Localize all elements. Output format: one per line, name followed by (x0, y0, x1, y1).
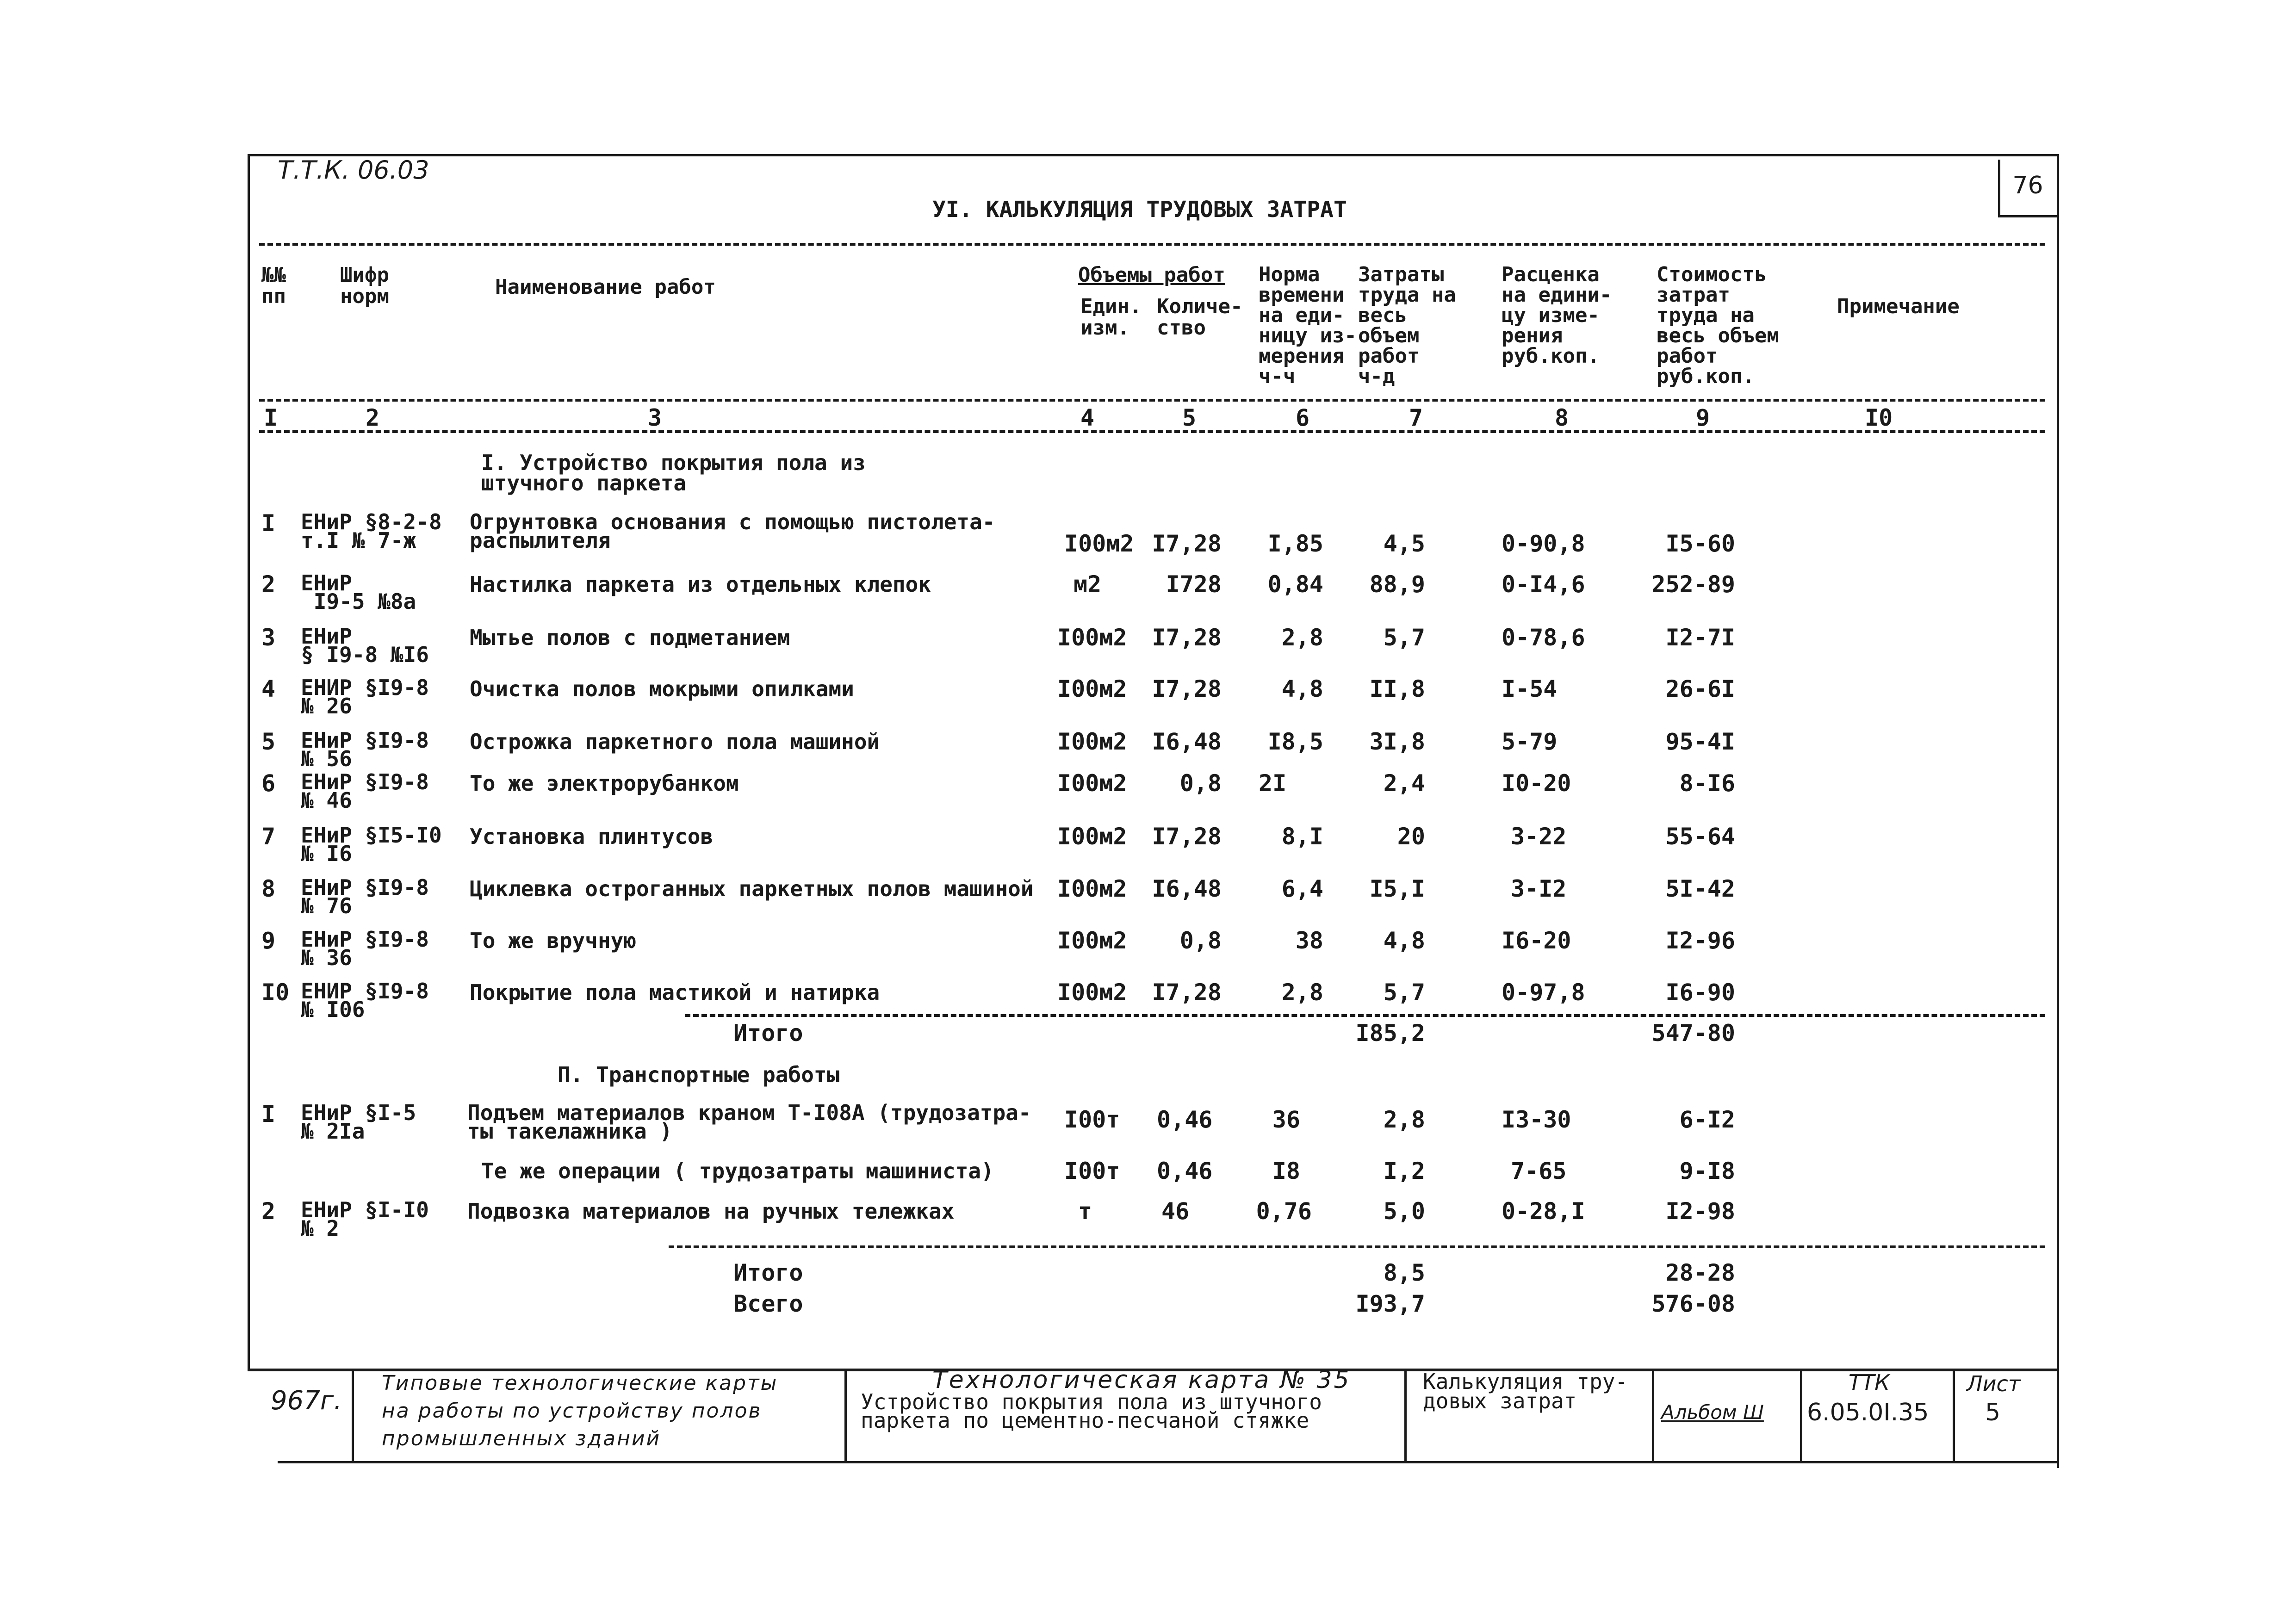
row-rate: 0-I4,6 (1502, 571, 1585, 598)
row-qty: 0,8 (1179, 927, 1222, 954)
row-unit: I00м2 (1057, 624, 1127, 651)
stamp-divider (1953, 1369, 1955, 1461)
row-labor: 5,7 (1383, 979, 1425, 1006)
row-rate: I3-30 (1502, 1106, 1571, 1133)
stamp-year: 967г. (271, 1386, 342, 1416)
col-number: 3 (648, 404, 662, 431)
row-name: Острожка паркетного пола машиной (470, 729, 880, 754)
row-code: ЕНиР §I-5 № 2Iа (301, 1100, 416, 1144)
col-number: I0 (1865, 404, 1893, 431)
row-num: 2 (261, 1198, 276, 1225)
col-number: 4 (1080, 404, 1095, 431)
row-code: ЕНИР §I9-8 № I06 (301, 979, 429, 1022)
row-code: ЕНиР §I9-8 № 56 (301, 728, 429, 771)
row-code: ЕНиР §I5-I0 № I6 (301, 823, 442, 866)
row-norm: 4,8 (1281, 675, 1323, 702)
row-code: ЕНиР §I9-8 № 76 (301, 875, 429, 918)
row-qty: I6,48 (1152, 875, 1222, 902)
subtotal-1-cost: 547-80 (1651, 1020, 1735, 1047)
row-labor: I5,I (1369, 875, 1425, 902)
row-cost: 252-89 (1651, 571, 1735, 598)
col-number: 2 (366, 404, 380, 431)
row-rate: 7-65 (1511, 1158, 1567, 1184)
row-norm: 6,4 (1281, 875, 1323, 902)
row-rate: 3-22 (1511, 823, 1567, 850)
row-rate: 0-97,8 (1502, 979, 1585, 1006)
row-norm: 8,I (1281, 823, 1323, 850)
row-unit: I00т (1064, 1158, 1120, 1184)
col-header-code: Шифр норм (340, 263, 389, 308)
row-unit: I00м2 (1057, 823, 1127, 850)
col-number: I (264, 404, 278, 431)
stamp-divider (1652, 1369, 1654, 1461)
col-header-labor: Затраты труда на весь объем работ ч-д (1358, 263, 1456, 388)
row-cost: 95-4I (1665, 728, 1735, 755)
row-cost: 9-I8 (1679, 1158, 1735, 1184)
subtotal-2-rule (669, 1245, 2045, 1248)
row-qty: 0,8 (1179, 770, 1222, 797)
row-rate: I0-20 (1502, 770, 1571, 797)
row-name: Настилка паркета из отдельных клепок (470, 572, 931, 597)
col-header-cost: Стоимость затрат труда на весь объем работ руб.коп. (1657, 263, 1779, 388)
page-title: УI. КАЛЬКУЛЯЦИЯ ТРУДОВЫХ ЗАТРАТ (932, 197, 1347, 223)
col-header-name: Наименование работ (495, 275, 716, 299)
row-qty: 46 (1161, 1198, 1190, 1225)
stamp-bottom-rule (278, 1461, 2059, 1463)
row-rate: 3-I2 (1511, 875, 1567, 902)
row-labor: I,2 (1383, 1158, 1425, 1184)
row-labor: 2,4 (1383, 770, 1425, 797)
col-number: 9 (1696, 404, 1710, 431)
row-unit: I00м2 (1064, 530, 1134, 557)
row-name: То же электрорубанком (470, 771, 739, 796)
grand-total-cost: 576-08 (1651, 1290, 1735, 1317)
row-norm: 0,76 (1256, 1198, 1312, 1225)
row-code: ЕНиР §I9-8 № 46 (301, 769, 429, 813)
row-norm: 0,84 (1267, 571, 1323, 598)
section-2-title: П. Транспортные работы (558, 1062, 840, 1087)
row-cost: I2-96 (1665, 927, 1735, 954)
row-num: 7 (261, 823, 276, 850)
stamp-ttk-label: ТТК (1849, 1370, 1890, 1395)
row-code: ЕНиР §8-2-8 т.I № 7-ж (301, 509, 442, 553)
col-header-norm: Норма времени на еди- ницу из- мерения ч-ч (1259, 263, 1357, 388)
row-num: 6 (261, 770, 276, 797)
stamp-sheet-desc: Калькуляция тру- довых затрат (1423, 1369, 1628, 1413)
row-rate: 0-28,I (1502, 1198, 1585, 1225)
row-norm: I8 (1272, 1158, 1300, 1184)
stamp-sheet-label: Лист (1967, 1371, 2021, 1396)
row-name: Очистка полов мокрыми опилками (470, 676, 854, 701)
row-cost: I2-7I (1665, 624, 1735, 651)
subtotal-2-label: Итого (733, 1259, 803, 1286)
row-qty: I7,28 (1152, 530, 1222, 557)
colnum-top-rule (259, 399, 2045, 402)
frame-top (248, 154, 2059, 156)
row-qty: I728 (1166, 571, 1222, 598)
subtotal-2-labor: 8,5 (1383, 1259, 1425, 1286)
row-labor: 20 (1397, 823, 1425, 850)
stamp-sheet-number: 5 (1985, 1399, 2001, 1426)
stamp-divider (352, 1369, 354, 1461)
row-qty: 0,46 (1157, 1106, 1213, 1133)
row-rate: 0-78,6 (1502, 624, 1585, 651)
row-labor: 3I,8 (1369, 728, 1425, 755)
row-labor: 2,8 (1383, 1106, 1425, 1133)
row-num: 3 (261, 624, 276, 651)
row-qty: I6,48 (1152, 728, 1222, 755)
subtotal-1-rule (685, 1014, 2045, 1017)
row-unit: I00м2 (1057, 927, 1127, 954)
col-header-volumes: Объемы работ (1078, 263, 1225, 287)
col-number: 5 (1182, 404, 1197, 431)
row-cost: 5I-42 (1665, 875, 1735, 902)
stamp-divider (1800, 1369, 1802, 1461)
row-num: 8 (261, 875, 276, 902)
col-number: 6 (1296, 404, 1310, 431)
row-unit: I00м2 (1057, 675, 1127, 702)
row-norm: 36 (1272, 1106, 1300, 1133)
subtotal-2-cost: 28-28 (1665, 1259, 1735, 1286)
row-code: ЕНиР §I9-8 № 36 (301, 927, 429, 970)
row-code: ЕНиР I9-5 №8а (301, 570, 416, 614)
grand-total-labor: I93,7 (1355, 1290, 1425, 1317)
row-norm: 38 (1295, 927, 1323, 954)
col-header-num: №№ пп (261, 263, 286, 308)
row-cost: I5-60 (1665, 530, 1735, 557)
row-cost: 8-I6 (1679, 770, 1735, 797)
row-name: Установка плинтусов (470, 824, 714, 849)
row-num: 4 (261, 675, 276, 702)
stamp-map-title: Технологическая карта № 35 (932, 1366, 1351, 1394)
section-1-title: I. Устройство покрытия пола из штучного паркета (481, 450, 866, 496)
row-norm: I,85 (1267, 530, 1323, 557)
row-num: 2 (261, 571, 276, 598)
row-unit: м2 (1074, 571, 1102, 598)
row-name: Покрытие пола мастикой и натирка (470, 980, 880, 1005)
stamp-map-desc: Устройство покрытия пола из штучного паркета по цементно-песчаной стяжке (861, 1389, 1322, 1433)
row-code: ЕНиР § I9-8 №I6 (301, 624, 429, 667)
row-qty: I7,28 (1152, 675, 1222, 702)
row-unit: I00м2 (1057, 875, 1127, 902)
stamp-divider (1404, 1369, 1407, 1461)
row-qty: 0,46 (1157, 1158, 1213, 1184)
row-cost: I2-98 (1665, 1198, 1735, 1225)
row-name: Подъем материалов краном Т-I08А (трудозатра- ты такелажника ) (467, 1100, 1031, 1144)
row-norm: 2,8 (1281, 979, 1323, 1006)
row-labor: 4,5 (1383, 530, 1425, 557)
row-num: I (261, 1101, 276, 1127)
row-cost: 55-64 (1665, 823, 1735, 850)
row-cost: 6-I2 (1679, 1106, 1735, 1133)
row-labor: 5,7 (1383, 624, 1425, 651)
colnum-bottom-rule (259, 430, 2045, 433)
page-number: 76 (2012, 172, 2043, 199)
row-labor: II,8 (1369, 675, 1425, 702)
stamp-divider (844, 1369, 847, 1461)
col-header-note: Примечание (1837, 295, 1960, 318)
row-unit: I00т (1064, 1106, 1120, 1133)
row-code: ЕНиР §I-I0 № 2 (301, 1197, 429, 1241)
doc-code: Т.Т.К. 06.03 (278, 155, 429, 185)
col-number: 7 (1409, 404, 1423, 431)
row-unit: I00м2 (1057, 770, 1127, 797)
col-header-rate: Расценка на едини- цу изме- рения руб.коп. (1502, 263, 1612, 368)
row-cost: 26-6I (1665, 675, 1735, 702)
row-num: I0 (261, 979, 290, 1006)
row-norm: 2I (1259, 770, 1287, 797)
frame-left (248, 154, 250, 1371)
subtotal-1-labor: I85,2 (1355, 1020, 1425, 1047)
row-qty: I7,28 (1152, 624, 1222, 651)
row-name: То же вручную (470, 928, 637, 953)
row-norm: I8,5 (1267, 728, 1323, 755)
row-labor: 88,9 (1369, 571, 1425, 598)
col-header-qty: Количе- ство (1157, 295, 1243, 340)
row-rate: I-54 (1502, 675, 1558, 702)
row-code: ЕНИР §I9-8 № 26 (301, 675, 429, 719)
row-name: Те же операции ( трудозатраты машиниста) (481, 1158, 994, 1183)
row-cost: I6-90 (1665, 979, 1735, 1006)
row-rate: I6-20 (1502, 927, 1571, 954)
row-name: Огрунтовка основания с помощью пистолета- распылителя (470, 509, 995, 553)
row-unit: т (1078, 1198, 1092, 1225)
col-number: 8 (1555, 404, 1569, 431)
row-name: Циклевка остроганных паркетных полов машиной (470, 876, 1034, 901)
stamp-album: Альбом Ш (1661, 1401, 1764, 1424)
stamp-ttk-code: 6.05.0I.35 (1807, 1399, 1929, 1426)
row-num: I (261, 510, 276, 537)
row-rate: 0-90,8 (1502, 530, 1585, 557)
row-qty: I7,28 (1152, 823, 1222, 850)
row-name: Подвозка материалов на ручных тележках (467, 1199, 955, 1224)
row-labor: 4,8 (1383, 927, 1425, 954)
col-header-unit: Един. изм. (1080, 295, 1142, 340)
row-labor: 5,0 (1383, 1198, 1425, 1225)
row-unit: I00м2 (1057, 979, 1127, 1006)
row-qty: I7,28 (1152, 979, 1222, 1006)
row-num: 5 (261, 728, 276, 755)
row-norm: 2,8 (1281, 624, 1323, 651)
row-rate: 5-79 (1502, 728, 1558, 755)
header-top-rule (259, 243, 2045, 246)
stamp-series: Типовые технологические карты на работы по устройству полов промышленных зданий (382, 1371, 778, 1450)
frame-right (2057, 154, 2059, 1468)
row-num: 9 (261, 927, 276, 954)
row-unit: I00м2 (1057, 728, 1127, 755)
subtotal-1-label: Итого (733, 1020, 803, 1047)
grand-total-label: Всего (733, 1290, 803, 1317)
row-name: Мытье полов с подметанием (470, 625, 790, 650)
